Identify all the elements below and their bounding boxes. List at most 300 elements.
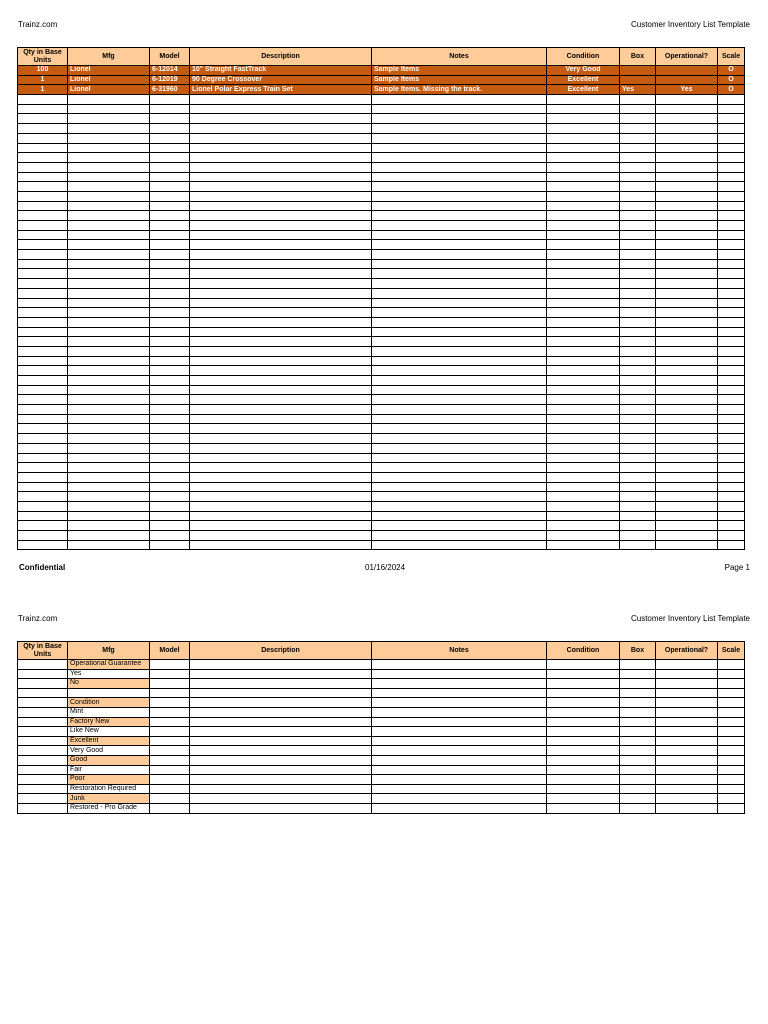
empty-cell[interactable] [547,182,620,192]
empty-cell[interactable] [68,395,150,405]
empty-cell[interactable] [150,288,190,298]
empty-cell[interactable] [656,482,718,492]
empty-cell[interactable] [68,482,150,492]
empty-cell[interactable] [190,511,372,521]
empty-cell[interactable] [718,755,745,765]
empty-cell[interactable] [547,472,620,482]
empty-cell[interactable] [547,133,620,143]
empty-cell[interactable] [18,114,68,124]
empty-cell[interactable] [547,736,620,746]
empty-cell[interactable] [547,434,620,444]
empty-cell[interactable] [547,356,620,366]
empty-cell[interactable] [190,143,372,153]
empty-cell[interactable] [620,366,656,376]
empty-cell[interactable] [547,511,620,521]
empty-cell[interactable] [18,443,68,453]
empty-cell[interactable] [372,424,547,434]
empty-cell[interactable] [718,385,745,395]
empty-cell[interactable] [620,414,656,424]
empty-cell[interactable] [656,453,718,463]
empty-cell[interactable] [18,133,68,143]
empty-cell[interactable] [372,133,547,143]
empty-cell[interactable] [18,376,68,386]
empty-cell[interactable] [718,395,745,405]
empty-cell[interactable] [150,660,190,670]
empty-cell[interactable] [656,405,718,415]
empty-cell[interactable] [18,765,68,775]
empty-cell[interactable] [150,717,190,727]
empty-cell[interactable] [718,104,745,114]
empty-cell[interactable] [150,395,190,405]
empty-cell[interactable] [656,366,718,376]
empty-cell[interactable] [718,298,745,308]
empty-cell[interactable] [718,124,745,134]
empty-cell[interactable] [372,746,547,756]
empty-cell[interactable] [150,259,190,269]
empty-cell[interactable] [68,269,150,279]
empty-cell[interactable] [372,298,547,308]
empty-cell[interactable] [718,679,745,689]
empty-cell[interactable] [620,221,656,231]
empty-cell[interactable] [620,211,656,221]
empty-cell[interactable] [372,521,547,531]
empty-cell[interactable] [656,95,718,105]
empty-cell[interactable] [150,794,190,804]
empty-cell[interactable] [372,385,547,395]
empty-cell[interactable] [372,511,547,521]
empty-cell[interactable] [190,279,372,289]
empty-cell[interactable] [547,755,620,765]
empty-cell[interactable] [718,327,745,337]
empty-cell[interactable] [372,211,547,221]
empty-cell[interactable] [547,172,620,182]
cell-qty[interactable]: 1 [18,85,68,95]
empty-cell[interactable] [656,133,718,143]
empty-cell[interactable] [150,540,190,550]
empty-cell[interactable] [718,424,745,434]
empty-cell[interactable] [150,143,190,153]
empty-cell[interactable] [547,482,620,492]
option-cell[interactable]: Fair [68,765,150,775]
empty-cell[interactable] [620,162,656,172]
empty-cell[interactable] [620,288,656,298]
empty-cell[interactable] [547,746,620,756]
cell-notes[interactable]: Sample Items [372,75,547,85]
empty-cell[interactable] [150,424,190,434]
cell-model[interactable]: 6-12014 [150,66,190,76]
empty-cell[interactable] [150,385,190,395]
empty-cell[interactable] [547,153,620,163]
empty-cell[interactable] [190,104,372,114]
option-cell[interactable]: Excellent [68,736,150,746]
empty-cell[interactable] [547,660,620,670]
empty-cell[interactable] [620,511,656,521]
empty-cell[interactable] [190,679,372,689]
empty-cell[interactable] [656,385,718,395]
empty-cell[interactable] [372,143,547,153]
empty-cell[interactable] [656,259,718,269]
empty-cell[interactable] [656,698,718,708]
empty-cell[interactable] [150,492,190,502]
option-cell[interactable]: Like New [68,727,150,737]
empty-cell[interactable] [68,346,150,356]
empty-cell[interactable] [718,317,745,327]
empty-cell[interactable] [190,424,372,434]
empty-cell[interactable] [620,453,656,463]
empty-cell[interactable] [150,679,190,689]
empty-cell[interactable] [656,765,718,775]
empty-cell[interactable] [190,482,372,492]
empty-cell[interactable] [190,501,372,511]
empty-cell[interactable] [68,327,150,337]
empty-cell[interactable] [656,803,718,813]
empty-cell[interactable] [190,366,372,376]
empty-cell[interactable] [68,172,150,182]
empty-cell[interactable] [68,317,150,327]
empty-cell[interactable] [656,775,718,785]
empty-cell[interactable] [547,308,620,318]
empty-cell[interactable] [372,679,547,689]
cell-operational[interactable]: Yes [656,85,718,95]
empty-cell[interactable] [190,414,372,424]
empty-cell[interactable] [547,794,620,804]
empty-cell[interactable] [68,434,150,444]
empty-cell[interactable] [150,376,190,386]
empty-cell[interactable] [620,250,656,260]
empty-cell[interactable] [620,143,656,153]
empty-cell[interactable] [718,191,745,201]
empty-cell[interactable] [68,114,150,124]
empty-cell[interactable] [18,124,68,134]
empty-cell[interactable] [68,453,150,463]
empty-cell[interactable] [372,308,547,318]
empty-cell[interactable] [547,240,620,250]
empty-cell[interactable] [190,698,372,708]
cell-qty[interactable]: 1 [18,75,68,85]
empty-cell[interactable] [18,482,68,492]
empty-cell[interactable] [372,317,547,327]
empty-cell[interactable] [547,337,620,347]
empty-cell[interactable] [656,501,718,511]
empty-cell[interactable] [718,143,745,153]
empty-cell[interactable] [620,104,656,114]
empty-cell[interactable] [372,395,547,405]
empty-cell[interactable] [718,717,745,727]
empty-cell[interactable] [372,279,547,289]
empty-cell[interactable] [718,540,745,550]
empty-cell[interactable] [18,162,68,172]
empty-cell[interactable] [620,434,656,444]
empty-cell[interactable] [718,414,745,424]
empty-cell[interactable] [656,521,718,531]
empty-cell[interactable] [656,511,718,521]
cell-scale[interactable]: O [718,75,745,85]
empty-cell[interactable] [718,746,745,756]
empty-cell[interactable] [718,162,745,172]
empty-cell[interactable] [547,727,620,737]
empty-cell[interactable] [372,794,547,804]
empty-cell[interactable] [620,698,656,708]
empty-cell[interactable] [372,269,547,279]
empty-cell[interactable] [718,308,745,318]
empty-cell[interactable] [68,279,150,289]
empty-cell[interactable] [190,736,372,746]
empty-cell[interactable] [190,492,372,502]
option-cell[interactable]: Mint [68,707,150,717]
empty-cell[interactable] [547,385,620,395]
cell-scale[interactable]: O [718,85,745,95]
empty-cell[interactable] [718,405,745,415]
empty-cell[interactable] [150,317,190,327]
option-cell[interactable]: Restoration Required [68,784,150,794]
empty-cell[interactable] [656,376,718,386]
empty-cell[interactable] [68,472,150,482]
empty-cell[interactable] [656,472,718,482]
empty-cell[interactable] [190,211,372,221]
empty-cell[interactable] [150,463,190,473]
empty-cell[interactable] [620,660,656,670]
empty-cell[interactable] [150,803,190,813]
empty-cell[interactable] [68,288,150,298]
option-cell[interactable]: Junk [68,794,150,804]
empty-cell[interactable] [18,104,68,114]
empty-cell[interactable] [547,405,620,415]
empty-cell[interactable] [547,124,620,134]
empty-cell[interactable] [547,95,620,105]
empty-cell[interactable] [190,308,372,318]
empty-cell[interactable] [150,736,190,746]
empty-cell[interactable] [372,356,547,366]
empty-cell[interactable] [718,803,745,813]
empty-cell[interactable] [18,472,68,482]
empty-cell[interactable] [18,784,68,794]
empty-cell[interactable] [620,172,656,182]
empty-cell[interactable] [620,679,656,689]
empty-cell[interactable] [656,153,718,163]
empty-cell[interactable] [620,95,656,105]
empty-cell[interactable] [18,521,68,531]
empty-cell[interactable] [190,337,372,347]
empty-cell[interactable] [68,191,150,201]
empty-cell[interactable] [150,182,190,192]
empty-cell[interactable] [656,221,718,231]
empty-cell[interactable] [150,443,190,453]
empty-cell[interactable] [718,250,745,260]
cell-mfg[interactable]: Lionel [68,75,150,85]
empty-cell[interactable] [718,482,745,492]
empty-cell[interactable] [190,221,372,231]
empty-cell[interactable] [18,727,68,737]
empty-cell[interactable] [547,784,620,794]
empty-cell[interactable] [620,298,656,308]
empty-cell[interactable] [18,221,68,231]
empty-cell[interactable] [18,191,68,201]
empty-cell[interactable] [547,775,620,785]
empty-cell[interactable] [547,114,620,124]
empty-cell[interactable] [620,531,656,541]
empty-cell[interactable] [718,240,745,250]
empty-cell[interactable] [718,269,745,279]
empty-cell[interactable] [656,492,718,502]
empty-cell[interactable] [190,395,372,405]
empty-cell[interactable] [718,511,745,521]
empty-cell[interactable] [718,688,745,698]
empty-cell[interactable] [718,376,745,386]
empty-cell[interactable] [718,492,745,502]
empty-cell[interactable] [547,221,620,231]
empty-cell[interactable] [68,298,150,308]
empty-cell[interactable] [547,259,620,269]
empty-cell[interactable] [68,259,150,269]
empty-cell[interactable] [656,736,718,746]
empty-cell[interactable] [372,669,547,679]
empty-cell[interactable] [190,765,372,775]
empty-cell[interactable] [656,182,718,192]
empty-cell[interactable] [656,317,718,327]
empty-cell[interactable] [372,717,547,727]
empty-cell[interactable] [68,366,150,376]
empty-cell[interactable] [150,453,190,463]
empty-cell[interactable] [620,376,656,386]
empty-cell[interactable] [620,230,656,240]
empty-cell[interactable] [620,803,656,813]
option-cell[interactable]: Yes [68,669,150,679]
empty-cell[interactable] [150,298,190,308]
option-cell[interactable]: Good [68,755,150,765]
empty-cell[interactable] [372,366,547,376]
empty-cell[interactable] [718,114,745,124]
empty-cell[interactable] [620,337,656,347]
cell-box[interactable] [620,66,656,76]
empty-cell[interactable] [656,172,718,182]
empty-cell[interactable] [150,211,190,221]
empty-cell[interactable] [547,453,620,463]
empty-cell[interactable] [68,501,150,511]
empty-cell[interactable] [372,221,547,231]
cell-condition[interactable]: Excellent [547,75,620,85]
empty-cell[interactable] [372,124,547,134]
cell-condition[interactable]: Very Good [547,66,620,76]
empty-cell[interactable] [372,472,547,482]
empty-cell[interactable] [620,269,656,279]
empty-cell[interactable] [190,443,372,453]
cell-scale[interactable]: O [718,66,745,76]
empty-cell[interactable] [190,707,372,717]
empty-cell[interactable] [150,153,190,163]
empty-cell[interactable] [18,755,68,765]
empty-cell[interactable] [190,521,372,531]
empty-cell[interactable] [372,736,547,746]
empty-cell[interactable] [547,679,620,689]
empty-cell[interactable] [547,688,620,698]
empty-cell[interactable] [620,688,656,698]
empty-cell[interactable] [547,288,620,298]
option-cell[interactable]: Factory New [68,717,150,727]
empty-cell[interactable] [656,230,718,240]
empty-cell[interactable] [718,95,745,105]
empty-cell[interactable] [18,698,68,708]
empty-cell[interactable] [547,104,620,114]
empty-cell[interactable] [372,803,547,813]
empty-cell[interactable] [718,775,745,785]
empty-cell[interactable] [190,405,372,415]
empty-cell[interactable] [150,669,190,679]
cell-model[interactable]: 6-31960 [150,85,190,95]
empty-cell[interactable] [150,405,190,415]
empty-cell[interactable] [150,279,190,289]
empty-cell[interactable] [656,298,718,308]
empty-cell[interactable] [372,727,547,737]
empty-cell[interactable] [190,346,372,356]
empty-cell[interactable] [620,472,656,482]
empty-cell[interactable] [718,182,745,192]
empty-cell[interactable] [150,191,190,201]
empty-cell[interactable] [190,162,372,172]
empty-cell[interactable] [620,405,656,415]
empty-cell[interactable] [620,259,656,269]
empty-cell[interactable] [68,521,150,531]
empty-cell[interactable] [547,366,620,376]
empty-cell[interactable] [18,395,68,405]
empty-cell[interactable] [656,794,718,804]
empty-cell[interactable] [718,356,745,366]
empty-cell[interactable] [150,698,190,708]
empty-cell[interactable] [150,531,190,541]
empty-cell[interactable] [718,434,745,444]
empty-cell[interactable] [150,221,190,231]
empty-cell[interactable] [620,669,656,679]
empty-cell[interactable] [372,531,547,541]
empty-cell[interactable] [18,230,68,240]
empty-cell[interactable] [547,492,620,502]
option-cell[interactable]: Operational Guarantee [68,660,150,670]
empty-cell[interactable] [68,153,150,163]
empty-cell[interactable] [620,784,656,794]
empty-cell[interactable] [68,414,150,424]
empty-cell[interactable] [547,424,620,434]
empty-cell[interactable] [18,463,68,473]
empty-cell[interactable] [18,492,68,502]
empty-cell[interactable] [18,531,68,541]
empty-cell[interactable] [372,172,547,182]
empty-cell[interactable] [656,191,718,201]
empty-cell[interactable] [18,201,68,211]
empty-cell[interactable] [18,259,68,269]
empty-cell[interactable] [150,765,190,775]
empty-cell[interactable] [620,521,656,531]
empty-cell[interactable] [620,736,656,746]
empty-cell[interactable] [68,531,150,541]
empty-cell[interactable] [372,240,547,250]
empty-cell[interactable] [620,540,656,550]
empty-cell[interactable] [620,124,656,134]
empty-cell[interactable] [620,482,656,492]
empty-cell[interactable] [718,698,745,708]
option-cell[interactable]: Restored - Pro Grade [68,803,150,813]
empty-cell[interactable] [620,279,656,289]
empty-cell[interactable] [547,191,620,201]
empty-cell[interactable] [190,803,372,813]
empty-cell[interactable] [656,211,718,221]
empty-cell[interactable] [18,511,68,521]
empty-cell[interactable] [656,104,718,114]
empty-cell[interactable] [150,201,190,211]
empty-cell[interactable] [372,492,547,502]
empty-cell[interactable] [718,521,745,531]
empty-cell[interactable] [18,746,68,756]
empty-cell[interactable] [68,211,150,221]
empty-cell[interactable] [68,463,150,473]
